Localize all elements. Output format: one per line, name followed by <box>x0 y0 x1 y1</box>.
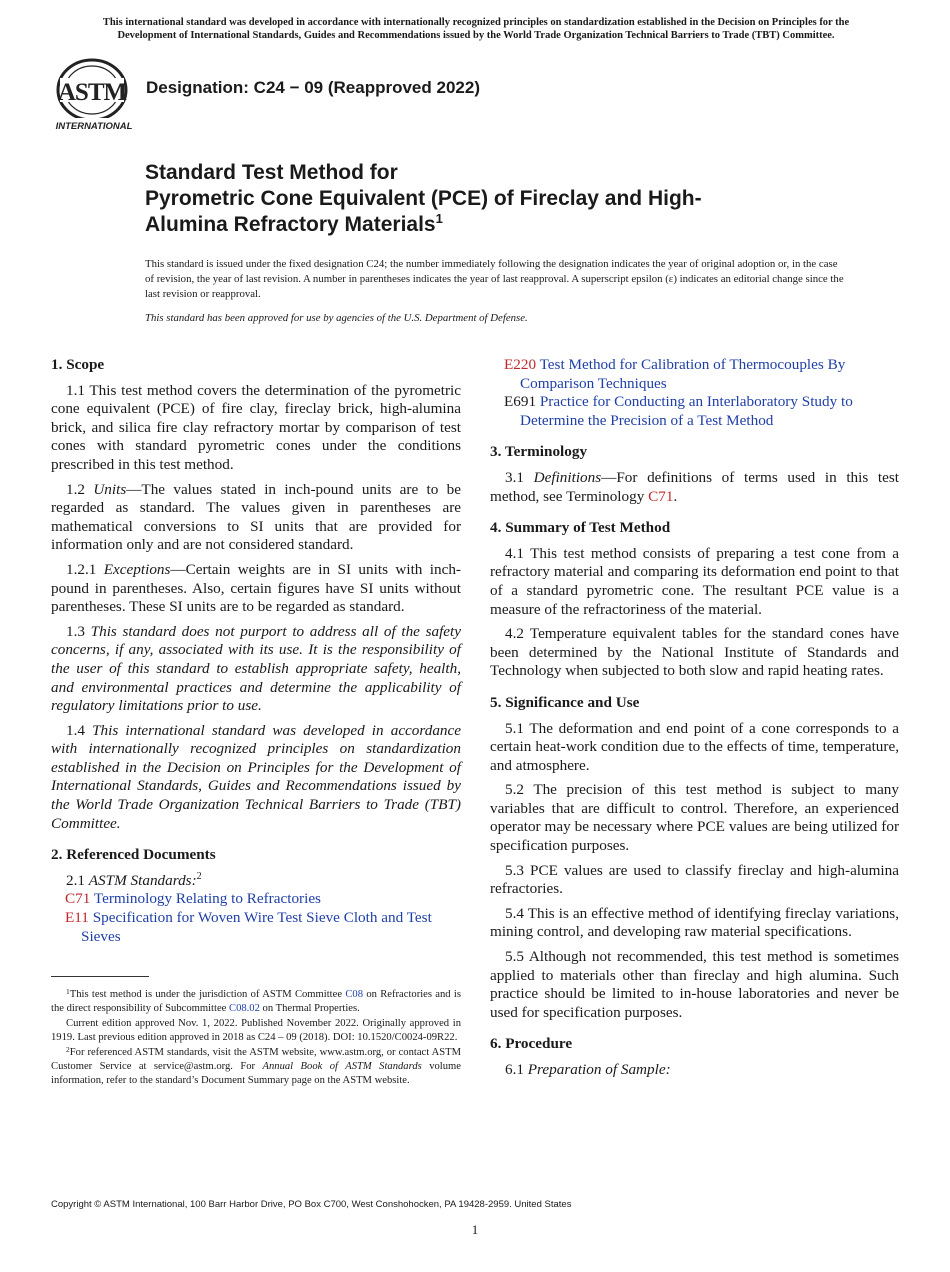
reference-item[interactable]: E220 Test Method for Calibration of Thermocouples By Comparison Techniques <box>504 356 846 392</box>
para-3-1: 3.1 Definitions—For definitions of terms used in this test method, see Terminology C71. <box>490 468 900 505</box>
left-column <box>51 356 461 946</box>
para-4-2: 4.2 Temperature equivalent tables for the standard cones have been determined by the National Institute of Standards and Technology when subjected to both slow and rapid heating rates. <box>490 625 899 680</box>
section-heading-procedure: 6. Procedure <box>490 1035 573 1053</box>
footnote-2: $^2$For referenced ASTM standards, visit the ASTM website, www.astm.org, or contact ASTM Customer Service at service@astm.org. For Annual Book of ASTM Standards volume information, refer to the standard’s Document Summary page on the ASTM website. <box>51 1045 461 1086</box>
para-1-2: 1.2 Units—The values stated in inch-pound units are to be regarded as standard. The values given in parentheses are mathematical conversions to SI units that are provided for information only and are not considered standard. <box>51 480 461 554</box>
subcommittee-link[interactable]: C08.02 <box>229 1002 260 1014</box>
svg-text:ASTM: ASTM <box>57 79 127 106</box>
section-heading-terminology: 3. Terminology <box>490 443 588 461</box>
notice-line-1: This international standard was developed in accordance with internationally recognized principles on standardization established in the Decision on Principles for the <box>102 17 850 28</box>
para-5-4: 5.4 This is an effective method of identifying fireclay variations, mining control, and developing raw material specifications. <box>490 904 899 941</box>
designation: Designation: C24 − 09 (Reapproved 2022) <box>146 78 480 97</box>
copyright-notice: Copyright © ASTM International, 100 Barr Harbor Drive, PO Box C700, West Conshohocken, PA 19428-2959. United States <box>51 1199 572 1210</box>
reference-item[interactable]: E691 Practice for Conducting an Interlaboratory Study to Determine the Precision of a Test Method <box>504 393 853 429</box>
para-5-1: 5.1 The deformation and end point of a cone corresponds to a certain heat-work condition due to the effects of time, temperature, and atmosphere. <box>490 719 899 774</box>
para-5-5: 5.5 Although not recommended, this test method is sometimes applied to materials other than fireclay and high alumina. Such practice should be limited to in-house laboratories and never be used for specification purposes. <box>490 948 899 1021</box>
para-2-1: 2.1 ASTM Standards:$^2$ <box>66 870 202 889</box>
document-title <box>145 160 845 238</box>
page-number: 1 <box>471 1222 479 1237</box>
footnote-edition: Current edition approved Nov. 1, 2022. Published November 2022. Originally approved in 1919. Last previous edition approved in 2018 as C24 – 09 (2018). DOI: 10.1520/C0024-09R22. <box>51 1018 461 1043</box>
dod-note: This standard has been approved for use by agencies of the U.S. Department of Defense. <box>145 312 528 324</box>
title-line-3: Alumina Refractory Materials$^1$ <box>145 211 443 236</box>
section-heading-scope: 1. Scope <box>51 356 105 373</box>
para-1-2-1: 1.2.1 Exceptions—Certain weights are in SI units with inch-pound in parentheses. Also, certain figures have SI units without parentheses. These SI units are to be regarded as standard. <box>51 560 461 616</box>
astm-logo <box>52 56 136 134</box>
para-6-1: 6.1 Preparation of Sample: <box>505 1061 671 1078</box>
title-line-1: Standard Test Method for <box>145 161 398 184</box>
para-1-3: 1.3 This standard does not purport to address all of the safety concerns, if any, associated with its use. It is the responsibility of the user of this standard to establish appropriate safety, health, and environmental practices and determine the applicability of regulatory limitations prior to use. <box>51 622 462 715</box>
committee-link[interactable]: C08 <box>345 989 364 1000</box>
reference-item[interactable]: E11 Specification for Woven Wire Test Sieve Cloth and Test Sieves <box>65 909 432 945</box>
right-column <box>490 356 899 1086</box>
para-4-1: 4.1 This test method consists of preparing a test cone from a refractory material and comparing its deformation end point to that of a standard pyrometric cone. The resultant PCE value is a measure of the refractoriness of the material. <box>490 544 899 618</box>
title-footnote-ref[interactable]: 1 <box>435 211 443 226</box>
para-5-2: 5.2 The precision of this test method is subject to many variables that are difficult to control. Therefore, an experienced operator may be necessary where PCE values are being utilized for specification purposes. <box>490 781 899 855</box>
notice-line-2: Development of International Standards, Guides and Recommendations issued by the World Trade Organization Technical Barriers to Trade (TBT) Committee. <box>117 30 835 41</box>
footnotes <box>51 988 461 1089</box>
para-1-4: 1.4 This international standard was developed in accordance with internationally recognized principles on standardization established in the Decision on Principles for the Development of International Standards, Guides and Recommendations issued by the World Trade Organization Technical Barriers to Trade (TBT) Committee. <box>51 721 462 832</box>
para-1-1: 1.1 This test method covers the determination of the pyrometric cone equivalent (PCE) of fire clay, fireclay brick, high-alumina brick, and silica fire clay refractory mortar by comparison of test cones with standard pyrometric cones under the conditions prescribed in this test method. <box>51 381 461 473</box>
footnote-ref-2[interactable]: 2 <box>196 870 202 882</box>
top-notice <box>52 16 900 42</box>
section-heading-referenced-documents: 2. Referenced Documents <box>51 846 216 864</box>
issued-note: This standard is issued under the fixed designation C24; the number immediately following the designation indicates the year of original adoption or, in the case of revision, the year of last revision. A number in parentheses indicates the year of last reapproval. A superscript epsilon (ε) indicates an editorial change since the last revision or reapproval. <box>145 258 844 300</box>
svg-text:INTERNATIONAL: INTERNATIONAL <box>55 121 133 132</box>
section-heading-summary: 4. Summary of Test Method <box>490 519 671 537</box>
section-heading-significance: 5. Significance and Use <box>490 693 640 711</box>
title-line-2: Pyrometric Cone Equivalent (PCE) of Fireclay and High- <box>145 187 702 210</box>
footnote-divider <box>51 976 149 977</box>
reference-item[interactable]: C71 Terminology Relating to Refractories <box>65 890 321 908</box>
footnote-1: $^1$This test method is under the jurisdiction of ASTM Committee C08 on Refractories and is the direct responsibility of Subcommittee C08.02 on Thermal Properties. <box>51 987 461 1014</box>
terminology-link[interactable]: C71 <box>648 487 674 505</box>
para-5-3: 5.3 PCE values are used to classify fireclay and high-alumina refractories. <box>490 861 899 898</box>
